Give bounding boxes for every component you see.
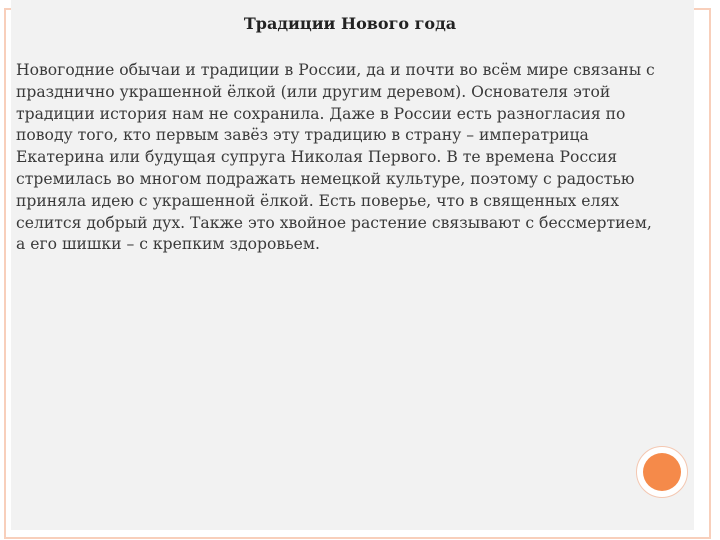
paragraph-line: приняла идею с украшенной ёлкой. Есть поверье, что в священных елях bbox=[16, 191, 620, 210]
paragraph-line: традиции история нам не сохранила. Даже в России есть разногласия по bbox=[16, 104, 626, 123]
slide-title: Традиции Нового года bbox=[243, 14, 457, 33]
decorative-circle-fill bbox=[643, 453, 681, 491]
slide-body-text bbox=[16, 60, 696, 256]
decorative-circle-icon bbox=[636, 446, 688, 498]
paragraph-line: поводу того, кто первым завёз эту традицию в страну – императрица bbox=[16, 126, 589, 145]
paragraph-line: празднично украшенной ёлкой (или другим деревом). Основателя этой bbox=[16, 82, 611, 101]
paragraph-line: а его шишки – с крепким здоровьем. bbox=[16, 235, 320, 254]
paragraph-line: селится добрый дух. Также это хвойное растение связывают с бессмертием, bbox=[16, 213, 652, 232]
paragraph-line: стремилась во многом подражать немецкой культуре, поэтому с радостью bbox=[16, 169, 635, 188]
paragraph-line: Екатерина или будущая супруга Николая Первого. В те времена Россия bbox=[16, 148, 618, 167]
paragraph-line: Новогодние обычаи и традиции в России, да и почти во всём мире связаны с bbox=[16, 61, 655, 79]
